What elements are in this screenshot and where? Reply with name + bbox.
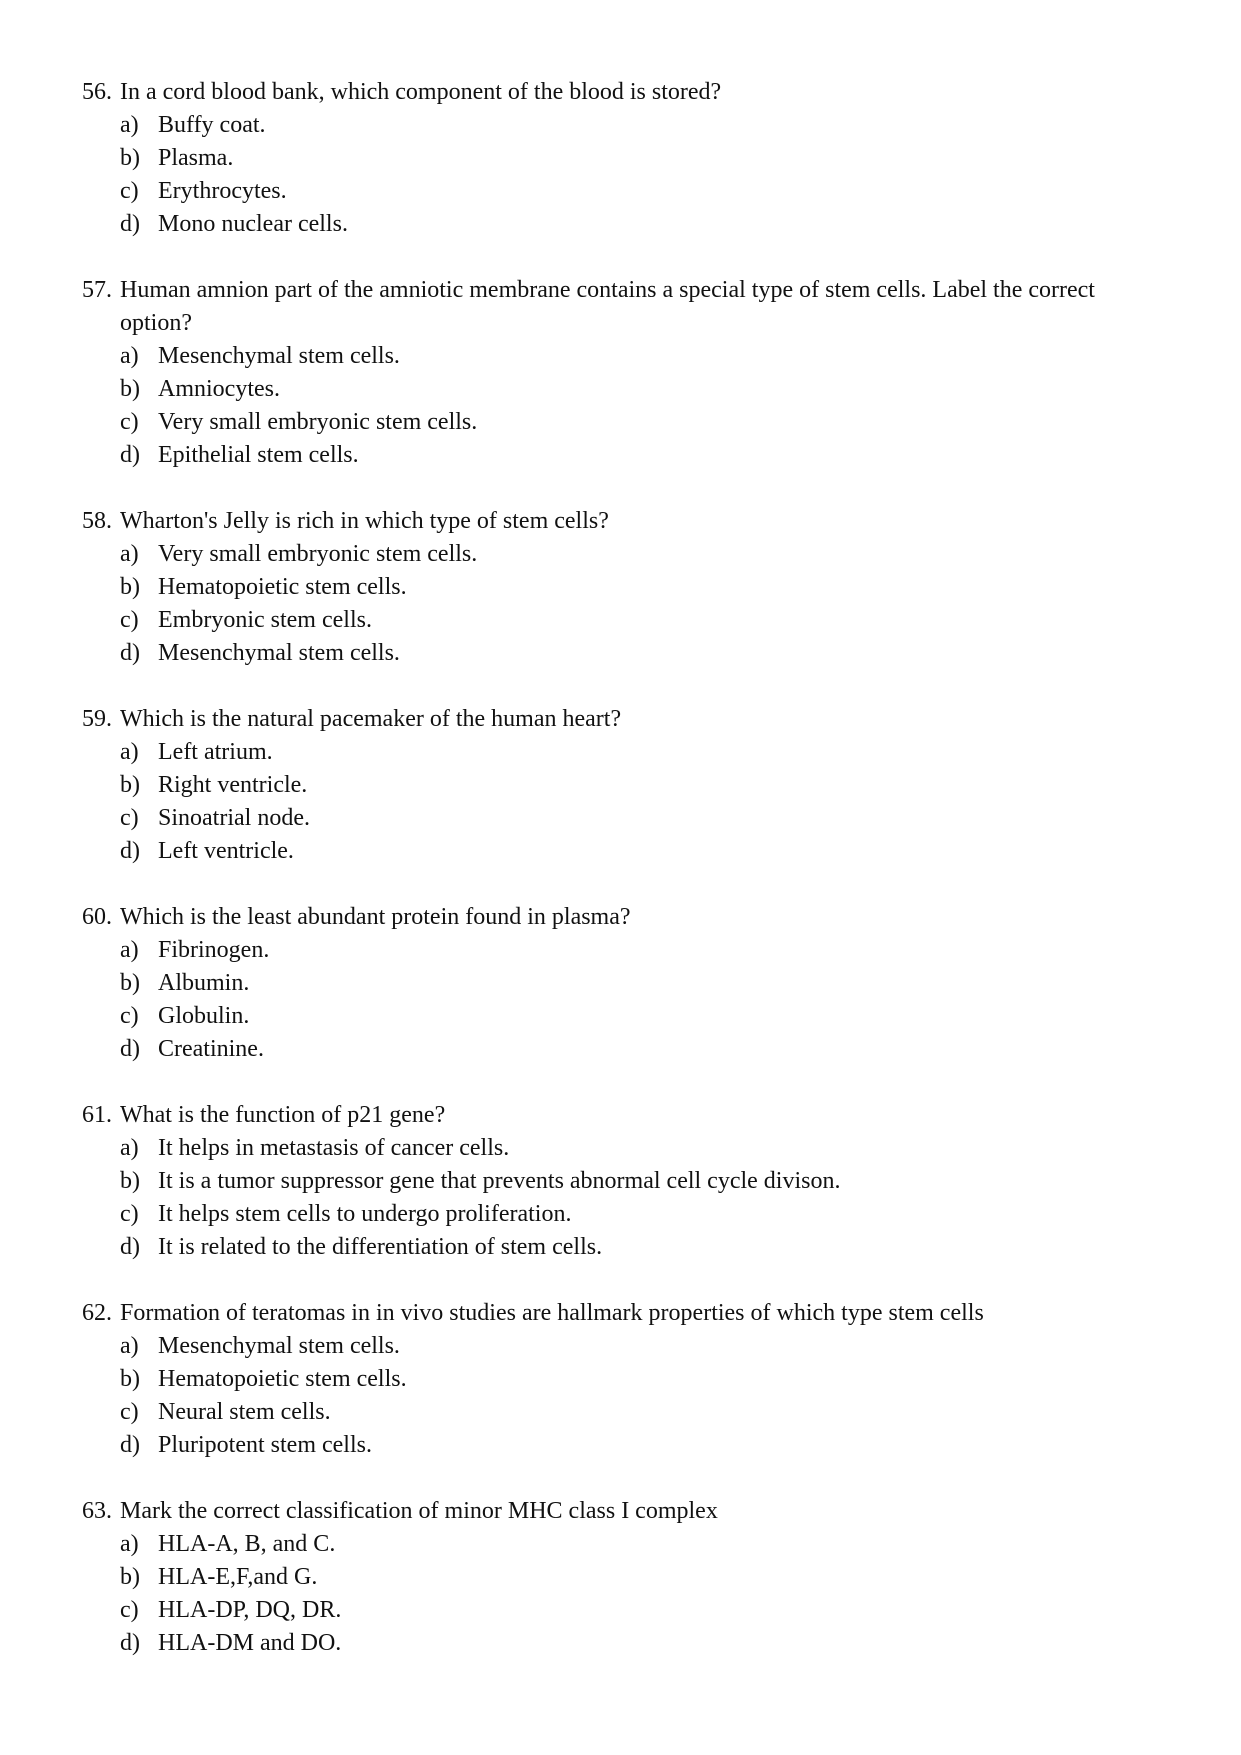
answer-option <box>82 1429 1162 1462</box>
option-text: Amniocytes. <box>158 376 280 402</box>
option-text: Very small embryonic stem cells. <box>158 541 478 567</box>
answer-option <box>82 736 1162 769</box>
answer-option <box>82 373 1162 406</box>
option-text: HLA-E,F,and G. <box>158 1564 318 1590</box>
option-letter: b) <box>120 970 140 996</box>
answer-option <box>82 1363 1162 1396</box>
option-letter: d) <box>120 1630 140 1656</box>
option-text: Pluripotent stem cells. <box>158 1432 372 1458</box>
option-letter: d) <box>120 1036 140 1062</box>
option-letter: a) <box>120 1531 139 1557</box>
question-number: 57. <box>82 277 112 303</box>
answer-option <box>82 175 1162 208</box>
answer-option <box>82 1198 1162 1231</box>
question-text: Formation of teratomas in in vivo studies are hallmark properties of which type stem cells <box>120 1300 984 1326</box>
option-list <box>82 1132 1162 1264</box>
option-letter: b) <box>120 1564 140 1590</box>
option-text: Left atrium. <box>158 739 273 765</box>
answer-option <box>82 1330 1162 1363</box>
question-block <box>82 274 1162 472</box>
option-text: Neural stem cells. <box>158 1399 331 1425</box>
option-text: Plasma. <box>158 145 234 171</box>
question-block <box>82 703 1162 868</box>
option-list <box>82 109 1162 241</box>
answer-option <box>82 637 1162 670</box>
answer-option <box>82 1132 1162 1165</box>
option-list <box>82 934 1162 1066</box>
option-letter: d) <box>120 442 140 468</box>
option-text: Hematopoietic stem cells. <box>158 1366 407 1392</box>
answer-option <box>82 934 1162 967</box>
option-text: It helps in metastasis of cancer cells. <box>158 1135 510 1161</box>
option-letter: b) <box>120 772 140 798</box>
option-letter: b) <box>120 376 140 402</box>
answer-option <box>82 538 1162 571</box>
option-letter: c) <box>120 409 139 435</box>
option-text: Mono nuclear cells. <box>158 211 348 237</box>
option-letter: a) <box>120 343 139 369</box>
question-stem <box>82 274 1162 340</box>
question-stem <box>82 1297 1162 1330</box>
option-text: Embryonic stem cells. <box>158 607 372 633</box>
question-stem <box>82 1495 1162 1528</box>
question-number: 62. <box>82 1300 112 1326</box>
option-list <box>82 736 1162 868</box>
option-text: Erythrocytes. <box>158 178 287 204</box>
question-number: 58. <box>82 508 112 534</box>
option-letter: c) <box>120 1003 139 1029</box>
question-stem <box>82 1099 1162 1132</box>
question-block <box>82 505 1162 670</box>
answer-option <box>82 571 1162 604</box>
option-list <box>82 538 1162 670</box>
answer-option <box>82 340 1162 373</box>
question-block <box>82 76 1162 241</box>
answer-option <box>82 1627 1162 1660</box>
question-text: Which is the natural pacemaker of the human heart? <box>120 706 622 732</box>
option-letter: c) <box>120 178 139 204</box>
question-text: Human amnion part of the amniotic membrane contains a special type of stem cells. Label the correct option? <box>120 277 1095 336</box>
answer-option <box>82 1396 1162 1429</box>
option-text: HLA-DP, DQ, DR. <box>158 1597 342 1623</box>
question-number: 63. <box>82 1498 112 1524</box>
answer-option <box>82 769 1162 802</box>
question-text: Wharton's Jelly is rich in which type of stem cells? <box>120 508 609 534</box>
option-text: Creatinine. <box>158 1036 264 1062</box>
option-text: Left ventricle. <box>158 838 294 864</box>
question-block <box>82 1099 1162 1264</box>
question-text: What is the function of p21 gene? <box>120 1102 446 1128</box>
question-sheet <box>82 76 1162 1693</box>
option-text: HLA-A, B, and C. <box>158 1531 336 1557</box>
option-letter: c) <box>120 805 139 831</box>
answer-option <box>82 967 1162 1000</box>
option-text: It is a tumor suppressor gene that prevents abnormal cell cycle divison. <box>158 1168 841 1194</box>
option-letter: a) <box>120 541 139 567</box>
question-text: Which is the least abundant protein found in plasma? <box>120 904 631 930</box>
question-text: In a cord blood bank, which component of the blood is stored? <box>120 79 722 105</box>
option-letter: c) <box>120 607 139 633</box>
option-letter: c) <box>120 1399 139 1425</box>
question-stem <box>82 901 1162 934</box>
option-letter: a) <box>120 1333 139 1359</box>
question-text: Mark the correct classification of minor MHC class I complex <box>120 1498 718 1524</box>
option-text: Sinoatrial node. <box>158 805 310 831</box>
option-text: Buffy coat. <box>158 112 266 138</box>
option-list <box>82 340 1162 472</box>
option-text: Mesenchymal stem cells. <box>158 640 400 666</box>
question-block <box>82 1495 1162 1660</box>
question-number: 61. <box>82 1102 112 1128</box>
option-letter: d) <box>120 1432 140 1458</box>
answer-option <box>82 1033 1162 1066</box>
option-text: It is related to the differentiation of stem cells. <box>158 1234 603 1260</box>
question-block <box>82 1297 1162 1462</box>
option-text: Fibrinogen. <box>158 937 270 963</box>
option-letter: a) <box>120 937 139 963</box>
answer-option <box>82 1000 1162 1033</box>
answer-option <box>82 439 1162 472</box>
answer-option <box>82 142 1162 175</box>
answer-option <box>82 802 1162 835</box>
option-text: Albumin. <box>158 970 250 996</box>
option-letter: d) <box>120 640 140 666</box>
question-stem <box>82 505 1162 538</box>
option-text: Epithelial stem cells. <box>158 442 359 468</box>
answer-option <box>82 1561 1162 1594</box>
answer-option <box>82 1165 1162 1198</box>
option-text: Mesenchymal stem cells. <box>158 1333 400 1359</box>
option-letter: d) <box>120 211 140 237</box>
option-letter: b) <box>120 1168 140 1194</box>
question-stem <box>82 703 1162 736</box>
answer-option <box>82 1231 1162 1264</box>
option-letter: a) <box>120 1135 139 1161</box>
option-letter: c) <box>120 1597 139 1623</box>
option-letter: d) <box>120 838 140 864</box>
answer-option <box>82 1528 1162 1561</box>
option-letter: a) <box>120 739 139 765</box>
question-number: 59. <box>82 706 112 732</box>
answer-option <box>82 208 1162 241</box>
answer-option <box>82 604 1162 637</box>
option-text: Hematopoietic stem cells. <box>158 574 407 600</box>
option-text: Very small embryonic stem cells. <box>158 409 478 435</box>
option-text: Right ventricle. <box>158 772 308 798</box>
question-stem <box>82 76 1162 109</box>
option-list <box>82 1528 1162 1660</box>
option-text: Mesenchymal stem cells. <box>158 343 400 369</box>
answer-option <box>82 835 1162 868</box>
option-letter: b) <box>120 1366 140 1392</box>
option-list <box>82 1330 1162 1462</box>
option-letter: d) <box>120 1234 140 1260</box>
option-letter: b) <box>120 574 140 600</box>
question-block <box>82 901 1162 1066</box>
answer-option <box>82 406 1162 439</box>
option-text: It helps stem cells to undergo proliferation. <box>158 1201 572 1227</box>
answer-option <box>82 1594 1162 1627</box>
option-text: HLA-DM and DO. <box>158 1630 342 1656</box>
question-number: 60. <box>82 904 112 930</box>
option-text: Globulin. <box>158 1003 250 1029</box>
option-letter: c) <box>120 1201 139 1227</box>
answer-option <box>82 109 1162 142</box>
question-number: 56. <box>82 79 112 105</box>
option-letter: b) <box>120 145 140 171</box>
option-letter: a) <box>120 112 139 138</box>
